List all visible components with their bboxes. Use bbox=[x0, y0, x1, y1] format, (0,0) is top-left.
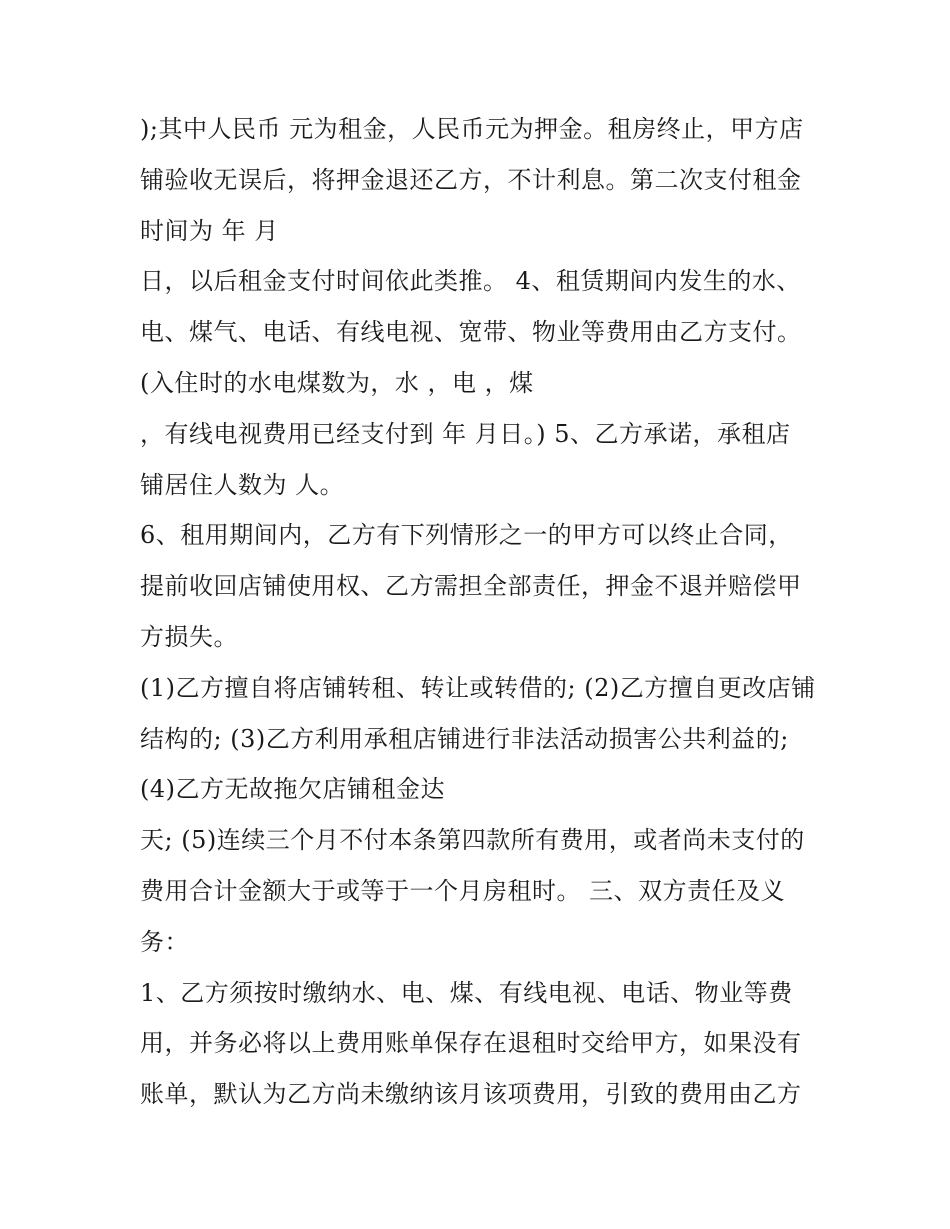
text-line: 天; (5)连续三个月不付本条第四款所有费用，或者尚未支付的 bbox=[140, 826, 805, 855]
text-line: );其中人民币 元为租金，人民币元为押金。租房终止，甲方店 bbox=[140, 115, 804, 143]
text-line: (1)乙方擅自将店铺转租、转让或转借的; (2)乙方擅自更改店铺 bbox=[140, 673, 816, 702]
text-line: 1、乙方须按时缴纳水、电、煤、有线电视、电话、物业等费 bbox=[140, 978, 793, 1007]
document-body bbox=[140, 104, 820, 1120]
text-line: (入住时的水电煤数为，水 ，电 ，煤 bbox=[140, 368, 534, 397]
text-line: 结构的; (3)乙方利用承租店铺进行非法活动损害公共利益的; bbox=[140, 724, 789, 753]
text-line: 时间为 年 月 bbox=[140, 216, 279, 245]
text-line: ，有线电视费用已经支付到 年 月日。) 5、乙方承诺，承租店 bbox=[140, 419, 791, 448]
text-line: 费用合计金额大于或等于一个月房租时。 三、双方责任及义 bbox=[140, 876, 786, 905]
text-line: 用，并务必将以上费用账单保存在退租时交给甲方，如果没有 bbox=[140, 1029, 802, 1058]
text-line: 提前收回店铺使用权、乙方需担全部责任，押金不退并赔偿甲 bbox=[140, 572, 802, 601]
text-line: 铺居住人数为 人。 bbox=[140, 470, 345, 499]
text-line: 账单，默认为乙方尚未缴纳该月该项费用，引致的费用由乙方 bbox=[140, 1080, 802, 1109]
text-line: (4)乙方无故拖欠店铺租金达 bbox=[140, 775, 445, 804]
text-line: 日，以后租金支付时间依此类推。 4、租赁期间内发生的水、 bbox=[140, 267, 801, 296]
text-line: 铺验收无误后，将押金退还乙方，不计利息。第二次支付租金 bbox=[140, 165, 802, 194]
text-line: 6、租用期间内，乙方有下列情形之一的甲方可以终止合同， bbox=[140, 521, 793, 550]
text-line: 电、煤气、电话、有线电视、宽带、物业等费用由乙方支付。 bbox=[140, 318, 802, 347]
text-line: 务： bbox=[140, 927, 189, 956]
text-line: 方损失。 bbox=[140, 622, 238, 651]
